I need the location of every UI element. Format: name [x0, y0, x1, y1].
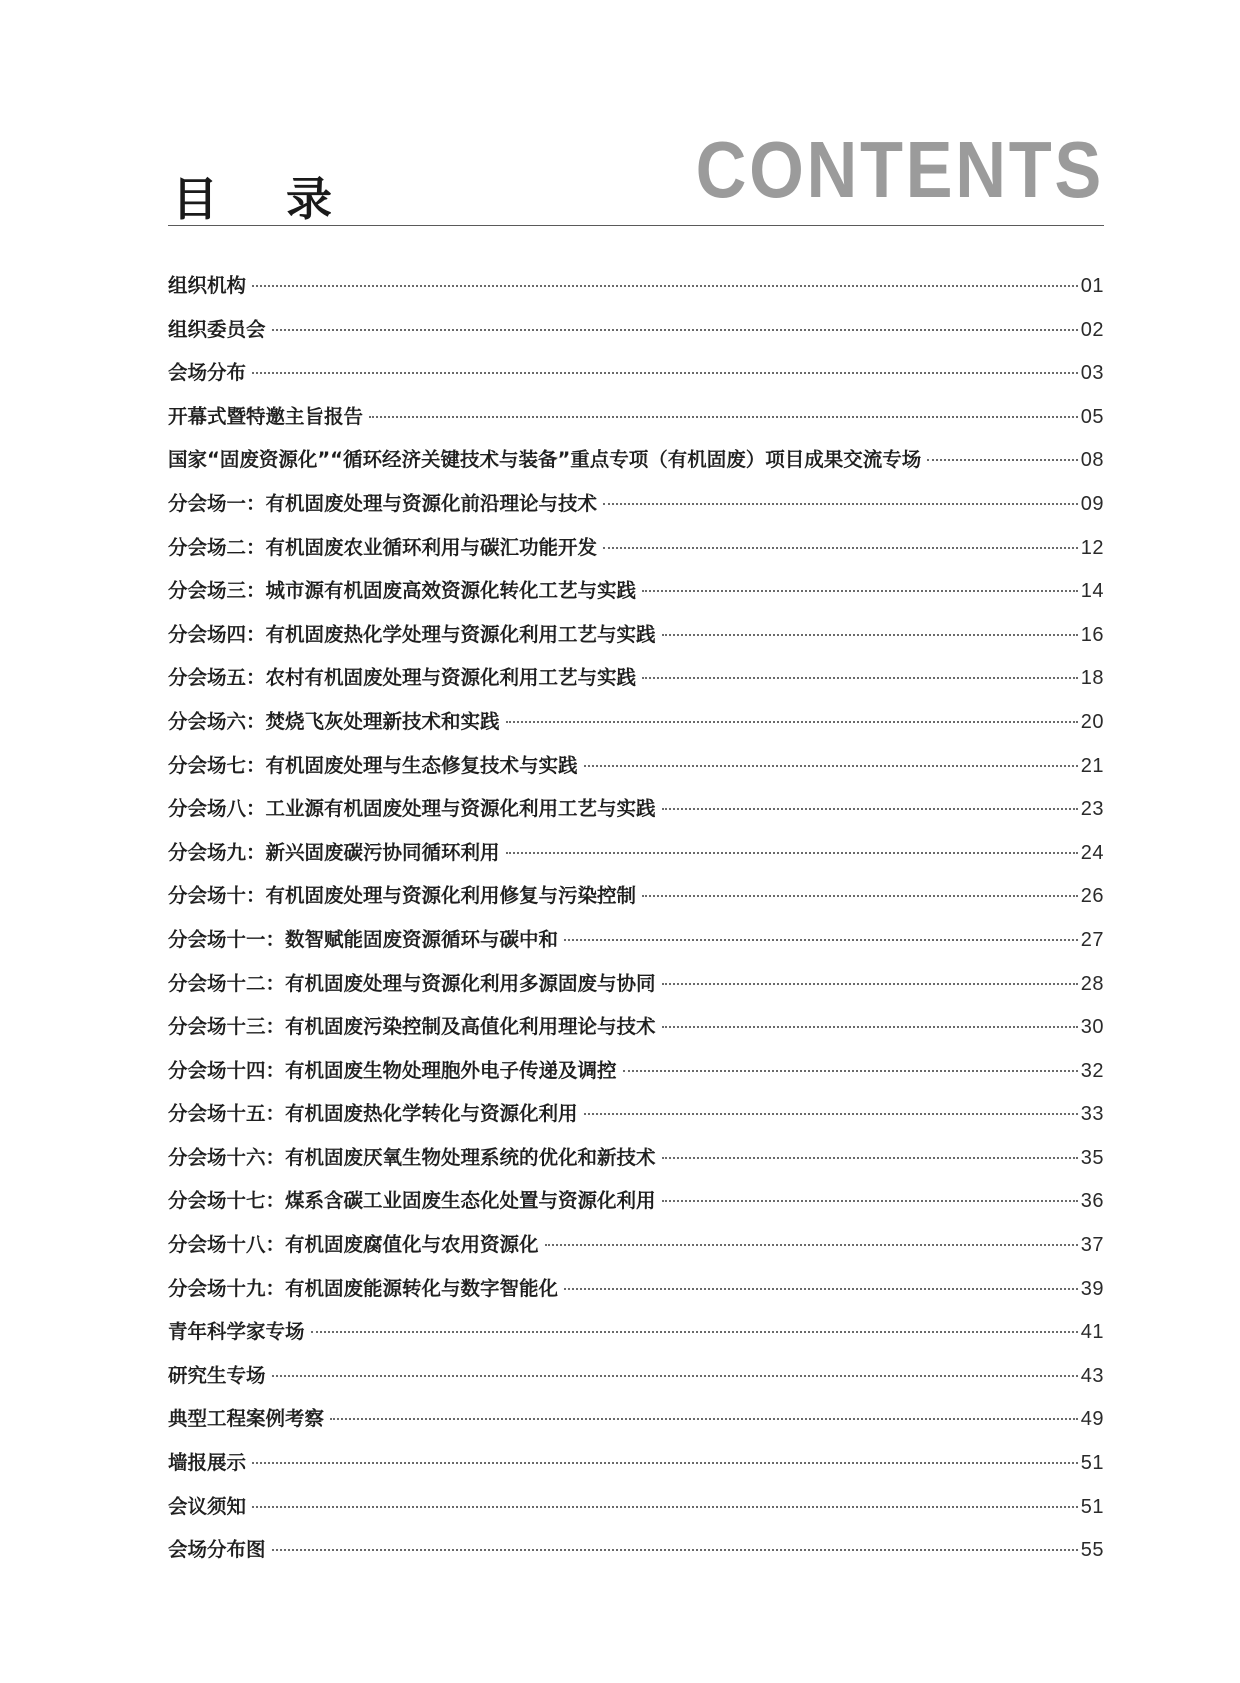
toc-entry-title: 墙报展示 [168, 1451, 247, 1475]
toc-entry-title: 分会场六：焚烧飞灰处理新技术和实践 [168, 709, 500, 733]
toc-entry[interactable] [168, 1142, 1104, 1186]
dot-leader [662, 634, 1078, 636]
toc-entry-page-number: 43 [1080, 1364, 1104, 1387]
page-header [168, 125, 1104, 226]
toc-entry[interactable] [168, 793, 1104, 837]
toc-entry[interactable] [168, 444, 1104, 488]
dot-leader [603, 503, 1078, 505]
dot-leader [252, 285, 1078, 287]
toc-entry-page-number: 35 [1080, 1146, 1104, 1169]
toc-entry-title: 分会场十：有机固废处理与资源化利用修复与污染控制 [168, 884, 637, 908]
page-title: 目 录 [172, 172, 359, 226]
toc-entry-page-number: 09 [1080, 492, 1104, 515]
toc-entry[interactable] [168, 706, 1104, 750]
toc-entry-title: 国家“固废资源化”“循环经济关键技术与装备”重点专项（有机固废）项目成果交流专场 [168, 448, 922, 472]
dot-leader [662, 808, 1078, 810]
toc-entry-title: 分会场十九：有机固废能源转化与数字智能化 [168, 1276, 559, 1300]
toc-entry[interactable] [168, 662, 1104, 706]
dot-leader [564, 939, 1078, 941]
toc-entry-page-number: 41 [1080, 1321, 1104, 1344]
toc-entry-title: 分会场十二：有机固废处理与资源化利用多源固废与协同 [168, 971, 656, 995]
toc-entry[interactable] [168, 1011, 1104, 1055]
dot-leader [584, 765, 1078, 767]
toc-entry-page-number: 03 [1080, 362, 1104, 385]
toc-entry[interactable] [168, 270, 1104, 314]
dot-leader [252, 1506, 1078, 1508]
toc-entry[interactable] [168, 1273, 1104, 1317]
toc-entry[interactable] [168, 1185, 1104, 1229]
toc-entry-title: 分会场十六：有机固废厌氧生物处理系统的优化和新技术 [168, 1145, 656, 1169]
dot-leader [927, 459, 1077, 461]
toc-entry[interactable] [168, 1447, 1104, 1491]
dot-leader [603, 547, 1078, 549]
toc-entry-title: 分会场一：有机固废处理与资源化前沿理论与技术 [168, 491, 598, 515]
toc-entry[interactable] [168, 1055, 1104, 1099]
toc-entry-page-number: 26 [1080, 885, 1104, 908]
toc-entry-title: 分会场五：农村有机固废处理与资源化利用工艺与实践 [168, 666, 637, 690]
toc-entry[interactable] [168, 880, 1104, 924]
dot-leader [252, 1462, 1078, 1464]
toc-entry[interactable] [168, 1491, 1104, 1535]
toc-entry[interactable] [168, 488, 1104, 532]
dot-leader [662, 1026, 1078, 1028]
toc-entry-page-number: 14 [1080, 580, 1104, 603]
toc-entry[interactable] [168, 1534, 1104, 1578]
dot-leader [584, 1113, 1078, 1115]
toc-entry-title: 组织机构 [168, 274, 247, 297]
toc-entry-page-number: 36 [1080, 1190, 1104, 1213]
toc-entry-page-number: 21 [1080, 754, 1104, 777]
toc-entry-page-number: 12 [1080, 536, 1104, 559]
toc-entry-page-number: 20 [1080, 710, 1104, 733]
toc-entry-title: 分会场十七：煤系含碳工业固废生态化处置与资源化利用 [168, 1189, 656, 1213]
toc-entry-page-number: 51 [1080, 1495, 1104, 1518]
toc-entry[interactable] [168, 837, 1104, 881]
toc-entry-page-number: 32 [1080, 1059, 1104, 1082]
dot-leader [369, 416, 1078, 418]
toc-entry-page-number: 23 [1080, 798, 1104, 821]
toc-entry-page-number: 30 [1080, 1016, 1104, 1039]
dot-leader [272, 1549, 1078, 1551]
toc-entry[interactable] [168, 1229, 1104, 1273]
toc-entry-title: 分会场四：有机固废热化学处理与资源化利用工艺与实践 [168, 622, 656, 646]
toc-entry-title: 分会场十四：有机固废生物处理胞外电子传递及调控 [168, 1058, 617, 1082]
toc-entry-title: 组织委员会 [168, 317, 266, 341]
toc-entry-page-number: 55 [1080, 1539, 1104, 1562]
table-of-contents [168, 270, 1104, 1578]
toc-entry[interactable] [168, 1360, 1104, 1404]
toc-entry-title: 分会场十五：有机固废热化学转化与资源化利用 [168, 1102, 578, 1126]
toc-entry-title: 青年科学家专场 [168, 1320, 305, 1344]
dot-leader [642, 895, 1078, 897]
toc-entry[interactable] [168, 1403, 1104, 1447]
toc-entry-page-number: 05 [1080, 405, 1104, 428]
dot-leader [506, 852, 1078, 854]
toc-entry[interactable] [168, 357, 1104, 401]
dot-leader [330, 1418, 1078, 1420]
toc-entry[interactable] [168, 575, 1104, 619]
dot-leader [545, 1244, 1078, 1246]
toc-entry-title: 分会场七：有机固废处理与生态修复技术与实践 [168, 753, 578, 777]
toc-entry-page-number: 16 [1080, 623, 1104, 646]
toc-entry-title: 分会场九：新兴固废碳污协同循环利用 [168, 840, 500, 864]
toc-entry-title: 开幕式暨特邀主旨报告 [168, 404, 364, 428]
toc-entry-page-number: 18 [1080, 667, 1104, 690]
toc-entry-title: 研究生专场 [168, 1363, 266, 1387]
dot-leader [564, 1288, 1078, 1290]
toc-entry[interactable] [168, 1098, 1104, 1142]
toc-entry-page-number: 08 [1080, 449, 1104, 472]
dot-leader [272, 1375, 1078, 1377]
dot-leader [642, 590, 1078, 592]
toc-entry-page-number: 28 [1080, 972, 1104, 995]
toc-entry-page-number: 01 [1080, 275, 1104, 297]
toc-entry-page-number: 02 [1080, 318, 1104, 341]
toc-entry-page-number: 24 [1080, 841, 1104, 864]
toc-entry[interactable] [168, 619, 1104, 663]
toc-entry-page-number: 39 [1080, 1277, 1104, 1300]
dot-leader [642, 677, 1078, 679]
toc-entry[interactable] [168, 1316, 1104, 1360]
toc-entry-title: 分会场十八：有机固废腐值化与农用资源化 [168, 1233, 539, 1257]
toc-entry-title: 分会场八：工业源有机固废处理与资源化利用工艺与实践 [168, 797, 656, 821]
dot-leader [252, 372, 1078, 374]
toc-entry[interactable] [168, 401, 1104, 445]
toc-entry-title: 典型工程案例考察 [168, 1407, 325, 1431]
toc-entry-title: 会场分布图 [168, 1538, 266, 1562]
dot-leader [662, 1157, 1078, 1159]
toc-entry-title: 分会场十三：有机固废污染控制及高值化利用理论与技术 [168, 1015, 656, 1039]
toc-entry[interactable] [168, 532, 1104, 576]
dot-leader [662, 1200, 1078, 1202]
dot-leader [662, 983, 1078, 985]
page-title-english: CONTENTS [695, 125, 1104, 214]
dot-leader [272, 329, 1078, 331]
toc-entry-page-number: 51 [1080, 1452, 1104, 1475]
toc-entry-title: 分会场三：城市源有机固废高效资源化转化工艺与实践 [168, 579, 637, 603]
toc-entry-title: 会议须知 [168, 1494, 247, 1518]
toc-entry[interactable] [168, 314, 1104, 358]
toc-entry-page-number: 33 [1080, 1103, 1104, 1126]
toc-entry-page-number: 37 [1080, 1234, 1104, 1257]
toc-entry[interactable] [168, 968, 1104, 1012]
dot-leader [623, 1070, 1078, 1072]
toc-entry-title: 会场分布 [168, 361, 247, 385]
toc-entry-title: 分会场十一：数智赋能固废资源循环与碳中和 [168, 927, 559, 951]
header-divider [168, 225, 1104, 226]
dot-leader [311, 1331, 1078, 1333]
toc-entry-page-number: 27 [1080, 928, 1104, 951]
dot-leader [506, 721, 1078, 723]
toc-entry[interactable] [168, 924, 1104, 968]
toc-entry-title: 分会场二：有机固废农业循环利用与碳汇功能开发 [168, 535, 598, 559]
toc-entry-page-number: 49 [1080, 1408, 1104, 1431]
toc-entry[interactable] [168, 750, 1104, 794]
